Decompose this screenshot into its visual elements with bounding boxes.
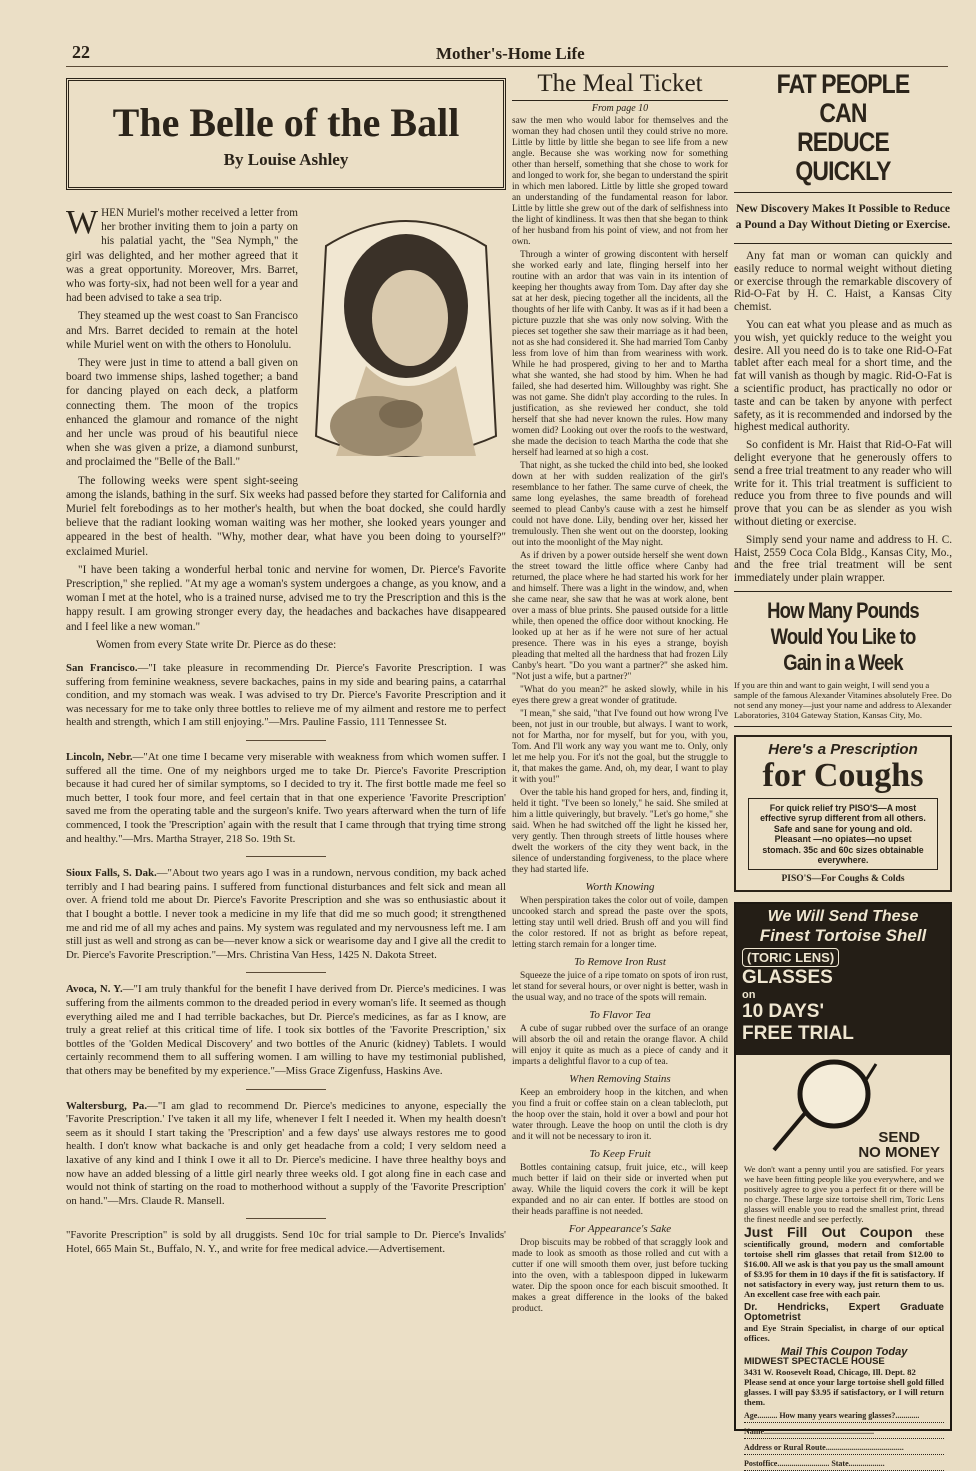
divider [734, 243, 952, 244]
glasses-ad-banner [736, 904, 950, 1055]
testimonial [66, 751, 506, 846]
testimonial-text: —"I am glad to recommend Dr. Pierce's medicines to anyone, especially the 'Favorite Prescription.' I've taken it all my life, whenever I felt I needed it. When my health doesn't seem as it should I start taking the 'Prescription' and a few days' use always restores me to good health. I don't know what backache is and only get headache from a cold; I very seldom need a laxative of any kind and I think I owe it all to Dr. Pierce's medicine. I have three healthy boys and now have an added blessing of a little girl nearly three weeks old. I got along fine in each case and would not think of starting on the road to motherhood without a supply of the 'Favorite Prescription' on hand."—Mrs. Claude R. Mansell. [66, 1099, 506, 1207]
story-title-box [66, 78, 506, 190]
divider [246, 972, 326, 973]
testimonial-place: Sioux Falls, S. Dak. [66, 867, 157, 880]
testimonial-text: —"I am truly thankful for the benefit I have derived from Dr. Pierce's medicines. I was suffering from the ailments common to the dreaded period in every woman's life. It seemed as though everything ailed me and I had terrible backaches, but Dr. Pierce's medicines, as far as I know, are truly a great relief at this critical time of life. I took six bottles of the 'Favorite Prescription,' six bottles of the 'Golden Medical Discovery' and two bottles of the Anuric (kidney) Tablets. I would certainly recommend them to all suffering women. I am willing to have my testimonial published, that others may be benefited by my experience."—Miss Grace Zigenfuss, Haskins Ave. [66, 983, 506, 1077]
meal-paragraph: "I mean," she said, "that I've found out how wrong I've been, not just in our trouble, but always. I want to work, not for Martha, nor for myself, but for you, with you, Tom. And I'll work any way you want me to. Only, only let me help you. For it's not the goal, but the struggle to it, that makes the game. And, oh, my dear, I want to play it with you!" [512, 709, 728, 785]
fat-ad-subhead: New Discovery Makes It Possible to Reduce a Pound a Day Without Dieting or Exercise. [735, 203, 951, 231]
story-paragraph: "I have been taking a wonderful herbal tonic and nervine for women, Dr. Pierce's Favorite Prescription," she replied. "At my age a woman's system undergoes a change, as you know, and a woman I met at the hotel, who is a trained nurse, advised me to try the Prescription and this is the happy result. I am growing stronger every day, the headaches and backaches have disappeared and I feel like a new woman." [66, 563, 506, 633]
company-address: 3431 W. Roosevelt Road, Chicago, Ill. Dept. 82 [744, 1367, 916, 1378]
meal-paragraph: As if driven by a power outside herself she went down the street toward the little office where Canby had returned, the place where he had started his work for her and himself. There was a light in the window, and, when she came near, she saw that he was at work alone, bent over a mass of blue prints. She paused outside for a little while, then opened the office door without knocking. He looked up at her as if he were not sure of her actual presence. There was in his eyes a strange, boyish pleading that melted all the hardness that had frozen Lily Canby's heart. "Do you want a partner?" she asked him. "Not just a wife, but a partner?" [512, 551, 728, 682]
glasses-line-2: Finest Tortoise Shell [759, 926, 927, 946]
tip-text: When perspiration takes the color out of voile, dampen uncooked starch and spread the paste over the spots, letting stay until well dried. Brush off and you will find the color restored. If not as bright as before repeat, letting starch remain for a longer time. [512, 896, 728, 950]
tip-heading: Worth Knowing [585, 881, 655, 893]
continued-from: From page 10 [591, 103, 649, 114]
meal-paragraph: saw the men who would labor for themselves and the woman they had chosen until they could strive no more. Little by little by little she began to see life from a new angle. Because she was working now for something other than herself, something that she chose to work for and longed to work for, she began to understand the spirit in which men labored. Little by little she groped toward an understanding of the fundamental reason for labor. Little by little she grew out of the dark of selfishness into the light of kindliness. It was then that she began to think of her husband from his point of view, and not from her own. [512, 116, 728, 247]
story-title: The Belle of the Ball [112, 100, 460, 145]
glasses-ad [734, 902, 952, 1469]
testimonial [66, 662, 506, 730]
cough-ad-foot: PISO'S—For Coughs & Colds [781, 874, 905, 885]
divider [734, 192, 952, 193]
address-field[interactable]: Address or Rural Route....................................... [744, 1443, 944, 1455]
tip-text: Drop biscuits may be robbed of that scraggly look and made to look as smooth as those rolled and cut with a cutter if one will smooth them over, just before tucking into the oven, with a tablespoon dipped in lukewarm water. Dip the spoon once for each biscuit smoothed. It makes a great difference in the looks of the baked product. [512, 1238, 728, 1314]
mail-coupon: Mail This Coupon Today [780, 1346, 908, 1359]
tip-text: Keep an embroidery hoop in the kitchen, and when you find a fruit or coffee stain on a clean tablecloth, put the hoop over the stain, hold it over a bowl and pour hot water through. Leave the hoop on until the cloth is dry and it will not be necessary to iron it. [512, 1088, 728, 1142]
gain-ad-title: How Many Pounds Would You Like to Gain in a Week [767, 597, 919, 675]
ads-column [734, 69, 952, 1469]
glasses-line-6: FREE TRIAL [742, 1023, 854, 1045]
tip-heading: To Flavor Tea [589, 1009, 651, 1021]
testimonial-text: —"I take pleasure in recommending Dr. Pierce's Favorite Prescription. I was suffering from feminine weakness, severe backaches, pains in my side and bearing pains, a catarrhal condition, and my stomach was weak. I was advised to try Dr. Pierce's Favorite Prescription and it was necessary for me to take only three bottles to relieve me of my ailment and restore me to perfect health and strength, which I am still enjoying."—Mrs. Pauline Fassio, 111 Tennessee St. [66, 662, 507, 729]
page-number: 22 [72, 42, 90, 62]
story-column [66, 78, 506, 1328]
coupon-heading: Just Fill Out Coupon [744, 1224, 913, 1241]
fat-ad-text [734, 250, 952, 585]
story-paragraph: They were just in time to attend a ball given on board two immense ships, lashed together; a band for dancing played on each deck, a platform connecting them. The moon of the tropics enhanced the glamour and romance of the night and her uncle was proud of his beautiful niece when she was given a prize, a diamond sunburst, and proclaimed the "Belle of the Ball." [66, 357, 298, 469]
send-label: SEND [878, 1129, 920, 1147]
company-name: MIDWEST SPECTACLE HOUSE [744, 1356, 885, 1368]
fat-ad-title-2: REDUCE QUICKLY [795, 127, 891, 186]
testimonial [66, 867, 506, 962]
tip-heading: For Appearance's Sake [568, 1223, 672, 1235]
cough-ad-pre: Here's a Prescription [768, 740, 918, 758]
order-text: Please send at once your large tortoise shell gold filled glasses. I will pay $3.95 if satisfactory, or I will return them. [744, 1377, 944, 1408]
meal-paragraph: Through a winter of growing discontent with herself she worked early and late, flinging herself into her routine with an ardor that was vain in its intention of keeping her thoughts away from Tom. Day after day she sat at her desk, piecing together all the incidents, all the thoughts of her life with Canby. It was as if it had been a picture puzzle that she was only now solving. With the pieces set together she saw their marriage as it had been, not as she had considered it. She had married Tom Canby less from love of him than from weariness with work. While he had prospered, giving to her and to Martha what she wanted, she had stood by him. When he had failed, she had deserted him. Willoughby was right. She was not game. She didn't play according to the rules. In justification, as she reviewed her conduct, she told herself that she had never known the rules. How many women did? Looking out over the roofs to the westward, she made the decision to teach Martha the code that she herself had learned at so high a cost. [512, 250, 728, 458]
meal-paragraph: "What do you mean?" he asked slowly, while in his eyes there grew a great wonder of gratitude. [512, 685, 728, 706]
testimonial-text: —"About two years ago I was in a rundown, nervous condition, my back ached terribly and I had bearing pains. I suffered from functional disturbances and felt sick and mean all over. A friend told me about Dr. Pierce's Favorite Prescription and she was so enthusiastic about it that I bought a bottle. I never took a medicine in my life that did me so much good; it strengthened me and rid me of all my aches and pains. My system was regulated and my nervousness left me. I am still just as well and strong as can be—never know a sick or wearisome day and I give all the credit to Dr. Pierce's Favorite Prescription."—Mrs. Christina Van Hess, 1425 N. Dakota Street. [66, 867, 507, 961]
fat-paragraph: You can eat what you please and as much as you wish, yet quickly reduce to the weight you desire. All you need do is to take one Rid-O-Fat tablet after each meal for a short time, and the fat will vanish as though by magic. Rid-O-Fat is a scientific product, has practically no odor or taste and can be taken by anyone with perfect safety, as it is recommended and indorsed by the highest medical authority. [734, 318, 952, 434]
meal-paragraph: That night, as she tucked the child into bed, she looked down at her with sudden realization of the girl's resemblance to her father. The same curve of cheek, the same long eyelashes, the same breadth of forehead seemed to plead Canby's cause with a zest he himself could not have done. Lily, bending over her, kissed her tremulously. Then she went out on the doorstep, looking out into the moonlight of the May night. [512, 461, 728, 548]
fat-paragraph: Any fat man or woman can quickly and easily reduce to normal weight without dieting or exercise through the remarkable discovery of Rid-O-Fat by H. C. Haist, a Kansas City chemist. [734, 250, 952, 314]
testimonial-place: Lincoln, Nebr. [66, 751, 133, 764]
story-byline: By Louise Ashley [223, 150, 349, 169]
divider [246, 740, 326, 741]
magazine-title: Mother's-Home Life [436, 44, 585, 63]
meal-ticket-text [512, 116, 728, 1315]
coupon-text: these scientifically ground, modern and comfortable tortoise shell rim glasses that retail from $12.00 to $16.00. All we ask is that you pay us the small amount of $3.95 for them in 10 days if the fit is satisfactory. If not satisfactory in every way, just return them to us. An excellent case free with each pair. [744, 1229, 944, 1300]
toric-lens-badge: (TORIC LENS) [742, 948, 839, 967]
cough-ad-big: for Coughs [762, 756, 924, 794]
glasses-line-3: GLASSES [742, 967, 833, 989]
glasses-line-4: on [742, 989, 756, 1002]
testimonial-text: —"At one time I became very miserable with weakness from which women suffer. I suffered all the time. One of my neighbors urged me to take Dr. Pierce's Favorite Prescription because it had cured her of similar symptoms, so I decided to try it. The first bottle made me feel so much better, I took four more, and feel certain that in that one experience 'Favorite Prescription' saved me from the operating table and the surgeon's knife. Two years afterward when the turn of life commenced, I took the 'Prescription' again with the result that I came through that trying time strong and healthy."—Mrs. Martha Strayer, 218 So. 19th St. [66, 751, 506, 845]
drop-cap: W [66, 204, 99, 241]
divider [734, 591, 952, 592]
tip-heading: To Keep Fruit [589, 1148, 651, 1160]
tip-text: Squeeze the juice of a ripe tomato on spots of iron rust, let stand for several hours, or over night is better, wash in the usual way, and no trace of the spots will remain. [512, 971, 728, 1003]
glasses-line-1: We Will Send These [767, 908, 919, 926]
gain-ad-text: If you are thin and want to gain weight, I will send you a sample of the famous Alexander Vitamines absolutely Free. Do not send any money—just your name and address to Alexander Laboratories, 3104 Gateway Station, Kansas City, Mo. [734, 679, 952, 720]
postoffice-field[interactable]: Postoffice.......................... State.................. [744, 1459, 944, 1471]
meal-paragraph: Over the table his hand groped for hers, and, finding it, held it tight. "I've been so lonely," he said. She smiled at him a little quiveringly, but bravely. "Let's go home," she said. When he had switched off the light he kissed her, very gently. Then through streets of little houses where dwelt the workers of the city they went back, in the silence of understanding forgiveness, to the place where they had started life. [512, 788, 728, 875]
age-field[interactable]: Age.......... How many years wearing glasses?............ [744, 1411, 944, 1423]
fat-paragraph: Simply send your name and address to H. C. Haist, 2559 Coca Cola Bldg., Kansas City, Mo., and the free trial treatment will be sent immediately under plain wrapper. [734, 533, 952, 585]
fat-paragraph: So confident is Mr. Haist that Rid-O-Fat will delight everyone that he generously offers to send a free trial treatment to any reader who will write for it. This trial treatment is sufficient to reduce you from three to five pounds and will prove that you can be as slender as you wish without dieting or exercise. [734, 439, 952, 528]
divider [246, 1089, 326, 1090]
woman-portrait-image [306, 206, 506, 468]
tip-heading: When Removing Stains [569, 1073, 671, 1085]
testimonial-place: Avoca, N. Y. [66, 983, 123, 996]
glasses-ad-text [744, 1164, 944, 1471]
story-paragraph: Women from every State write Dr. Pierce as do these: [96, 638, 337, 651]
story-paragraph: The following weeks were spent sight-seeing among the islands, bathing in the surf. Six weeks had passed before they started for California and Muriel felt forebodings as to her mother's health, but when the boat docked, she could hardly believe that the radiant looking woman waiting was her mother, she looked years younger and appeared in the best of health. "Why, mother dear, what have you been doing to yourself?" exclaimed Muriel. [66, 474, 506, 558]
closing-text: "Favorite Prescription" is sold by all druggists. Send 10c for trial sample to Dr. Pierce's Invalids' Hotel, 665 Main St., Buffalo, N. Y., and write for free medical advice.—Advertisement. [66, 1229, 506, 1255]
divider [246, 856, 326, 857]
meal-ticket-column [512, 70, 728, 1340]
testimonial [66, 1100, 506, 1209]
testimonial [66, 983, 506, 1078]
header-rule [66, 66, 948, 67]
doctor-name: Dr. Hendricks, Expert Graduate Optometrist [744, 1302, 944, 1324]
tip-heading: To Remove Iron Rust [574, 956, 666, 968]
no-money-label: NO MONEY [858, 1144, 940, 1162]
fat-ad-title-1: FAT PEOPLE CAN [776, 69, 910, 128]
cough-ad [734, 735, 952, 892]
story-paragraph: They steamed up the west coast to San Francisco and Mrs. Barret decided to remain at the hotel while Muriel went on with the others to Honolulu. [66, 310, 298, 351]
cough-ad-box: For quick relief try PISO'S—A most effective syrup different from all others. Safe and sane for young and old. Pleasant —no opiates—no upset stomach. 35c and 60c sizes obtainable everywhere. [748, 798, 938, 870]
glasses-body: We don't want a penny until you are satisfied. For years we have been fitting people like you everywhere, and we positively agree to give you a perfect fit or there will be no charge. These large size tortoise shell rim, Toric Lens glasses will enable you to read the smallest print, thread the finest needle and see perfectly. [744, 1164, 944, 1225]
name-field[interactable]: Name....................................................... [744, 1427, 944, 1439]
testimonial-place: Waltersburg, Pa. [66, 1099, 148, 1112]
story-body [66, 206, 506, 1256]
story-paragraph: HEN Muriel's mother received a letter from her brother inviting them to join a party on his palatial yacht, the "Sea Nymph," the girl was delighted, and her mother agreed that it was a great opportunity. Moreover, Mrs. Barret, who was forty-six, had not been well for a year and had been advised to take a sea trip. [66, 207, 298, 305]
divider [246, 1218, 326, 1219]
send-no-money [858, 1130, 940, 1160]
tip-text: A cube of sugar rubbed over the surface of an orange will absorb the oil and retain the orange flavor. A child will enjoy it quite as much as a piece of candy and it imparts a delightful flavor to a cup of tea. [512, 1024, 728, 1067]
tip-text: Bottles containing catsup, fruit juice, etc., will keep much better if laid on their side or inverted when put away. While the liquid covers the cork it will be kept expanded and no air can enter. If bottles are stood on their heads paraffine is not needed. [512, 1163, 728, 1217]
testimonial-place: San Francisco. [66, 662, 138, 675]
doctor-sub: and Eye Strain Specialist, in charge of our optical offices. [744, 1323, 944, 1344]
glasses-line-5: 10 DAYS' [742, 1001, 824, 1023]
meal-ticket-title: The Meal Ticket [512, 70, 728, 101]
divider [734, 726, 952, 727]
